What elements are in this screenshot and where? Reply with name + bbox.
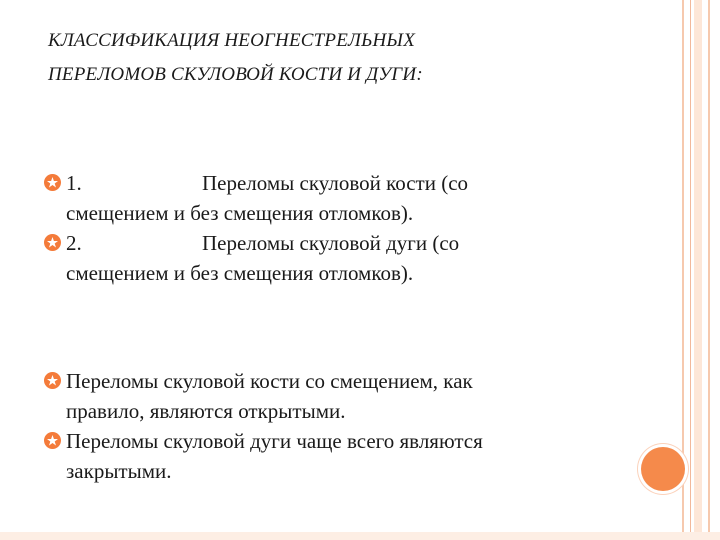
slide-title bbox=[48, 24, 648, 92]
notes-list bbox=[44, 366, 644, 486]
slide-title-line-1: КЛАССИФИКАЦИЯ НЕОГНЕСТРЕЛЬНЫХ bbox=[48, 30, 415, 51]
item-text-continued: смещением и без смещения отломков). bbox=[66, 201, 414, 225]
star-icon bbox=[44, 432, 61, 449]
item-number: 1. bbox=[66, 171, 82, 195]
slide-title-line-2: ПЕРЕЛОМОВ СКУЛОВОЙ КОСТИ И ДУГИ: bbox=[48, 64, 423, 85]
item-text-continued: смещением и без смещения отломков). bbox=[66, 261, 414, 285]
frame-stripe bbox=[694, 0, 702, 540]
item-text-continued: закрытыми. bbox=[66, 459, 172, 483]
star-icon bbox=[44, 234, 61, 251]
star-icon bbox=[44, 174, 61, 191]
frame-stripe bbox=[708, 0, 710, 540]
slide-bottom-band bbox=[0, 532, 720, 540]
item-text-continued: правило, являются открытыми. bbox=[66, 399, 346, 423]
item-text: Переломы скуловой дуги чаще всего являются bbox=[66, 429, 483, 453]
classification-list bbox=[44, 168, 644, 288]
circle-icon bbox=[641, 447, 685, 491]
star-icon bbox=[44, 372, 61, 389]
item-text: Переломы скуловой кости со смещением, как bbox=[66, 369, 473, 393]
item-text: Переломы скуловой кости (со bbox=[202, 171, 469, 195]
list-item bbox=[44, 366, 644, 426]
list-item bbox=[44, 426, 644, 486]
list-item bbox=[44, 168, 644, 228]
frame-stripe bbox=[690, 0, 691, 540]
item-number: 2. bbox=[66, 231, 82, 255]
list-item bbox=[44, 228, 644, 288]
item-text: Переломы скуловой дуги (со bbox=[202, 231, 460, 255]
